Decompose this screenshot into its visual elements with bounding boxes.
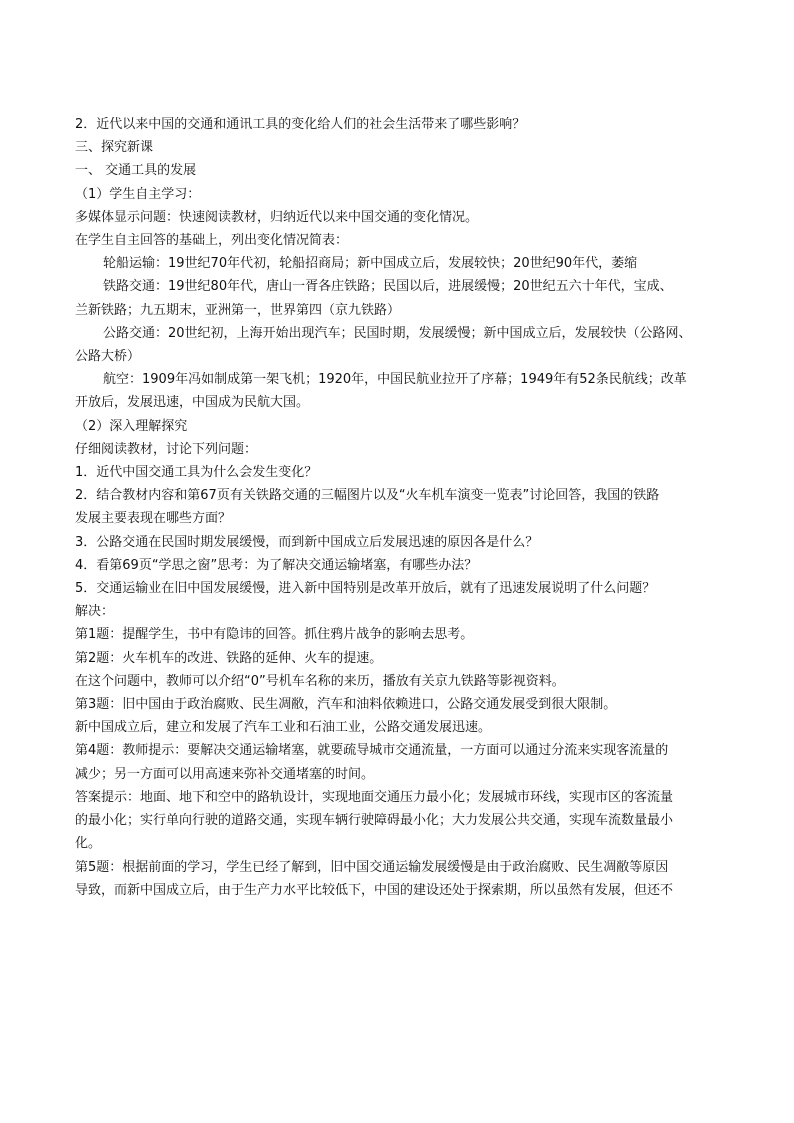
text-line: 一、 交通工具的发展 — [75, 163, 197, 179]
text-line: 新中国成立后，建立和发展了汽车工业和石油工业，公路交通发展迅速。 — [75, 720, 492, 736]
text-line: 导致，而新中国成立后，由于生产力水平比较低下，中国的建设还处于探索期，所以虽然有发展，但还不 — [75, 882, 674, 898]
text-line: 1．近代中国交通工具为什么会发生变化？ — [75, 465, 318, 481]
text-line: 第5题：根据前面的学习，学生已经了解到，旧中国交通运输发展缓慢是由于政治腐败、民生凋敝等原因 — [75, 859, 669, 875]
text-line: （2）深入理解探究 — [75, 418, 188, 434]
document-body — [75, 113, 723, 902]
text-line: 第4题：教师提示：要解决交通运输堵塞，就要疏导城市交通流量，一方面可以通过分流来实现客流量的 — [75, 743, 669, 759]
text-line: 开放后，发展迅速，中国成为民航大国。 — [75, 395, 310, 411]
text-line: 第3题：旧中国由于政治腐败、民生凋敝，汽车和油料依赖进口，公路交通发展受到很大限制。 — [75, 697, 617, 713]
text-line: 解决： — [75, 604, 115, 620]
text-line: 在学生自主回答的基础上，列出变化情况简表： — [75, 233, 349, 249]
text-line: 发展主要表现在哪些方面？ — [75, 511, 232, 527]
text-line: 航空：1909年冯如制成第一架飞机；1920年，中国民航业拉开了序幕；1949年有52条民航线；改革 — [103, 372, 687, 388]
text-line: 化。 — [75, 836, 102, 852]
text-line: 在这个问题中，教师可以介绍“0”号机车名称的来历，播放有关京九铁路等影视资料。 — [75, 673, 565, 689]
text-line: 铁路交通：19世纪80年代，唐山一胥各庄铁路；民国以后，进展缓慢；20世纪五六十年代，宝成、 — [103, 279, 673, 295]
text-line: 公路大桥） — [75, 349, 141, 365]
text-line: 减少；另一方面可以用高速来弥补交通堵塞的时间。 — [75, 766, 375, 782]
text-line: 2．近代以来中国的交通和通讯工具的变化给人们的社会生活带来了哪些影响？ — [75, 117, 526, 132]
text-line: 公路交通：20世纪初，上海开始出现汽车；民国时期，发展缓慢；新中国成立后，发展较快（公路网、 — [103, 325, 692, 341]
text-line: 答案提示：地面、地下和空中的路轨设计，实现地面交通压力最小化；发展城市环线，实现市区的客流量 — [75, 789, 674, 805]
text-line: 兰新铁路；九五期末，亚洲第一，世界第四（京九铁路） — [75, 302, 401, 318]
text-line: 3．公路交通在民国时期发展缓慢，而到新中国成立后发展迅速的原因各是什么？ — [75, 534, 539, 550]
text-line: 4．看第69页“学思之窗”思考：为了解决交通运输堵塞，有哪些办法？ — [75, 557, 478, 573]
text-line: 多媒体显示问题：快速阅读教材，归纳近代以来中国交通的变化情况。 — [75, 209, 479, 225]
text-line: 第2题：火车机车的改进、铁路的延伸、火车的提速。 — [75, 650, 383, 666]
text-line: 2．结合教材内容和第67页有关铁路交通的三幅图片以及“火车机车演变一览表”讨论回答，我国的铁路 — [75, 488, 660, 504]
text-line: 5．交通运输业在旧中国发展缓慢，进入新中国特别是改革开放后，就有了迅速发展说明了什么问题？ — [75, 581, 656, 597]
text-line: （1）学生自主学习： — [75, 186, 201, 202]
text-line: 三、探究新课 — [75, 140, 154, 156]
text-line: 轮船运输：19世纪70年代初，轮船招商局；新中国成立后，发展较快；20世纪90年代，萎缩 — [103, 256, 638, 272]
text-line: 仔细阅读教材，讨论下列问题： — [75, 441, 258, 457]
text-line: 的最小化；实行单向行驶的道路交通，实现车辆行驶障碍最小化；大力发展公共交通，实现车流数量最小 — [75, 813, 674, 829]
text-line: 第1题：提醒学生，书中有隐讳的回答。抓住鸦片战争的影响去思考。 — [75, 627, 474, 643]
